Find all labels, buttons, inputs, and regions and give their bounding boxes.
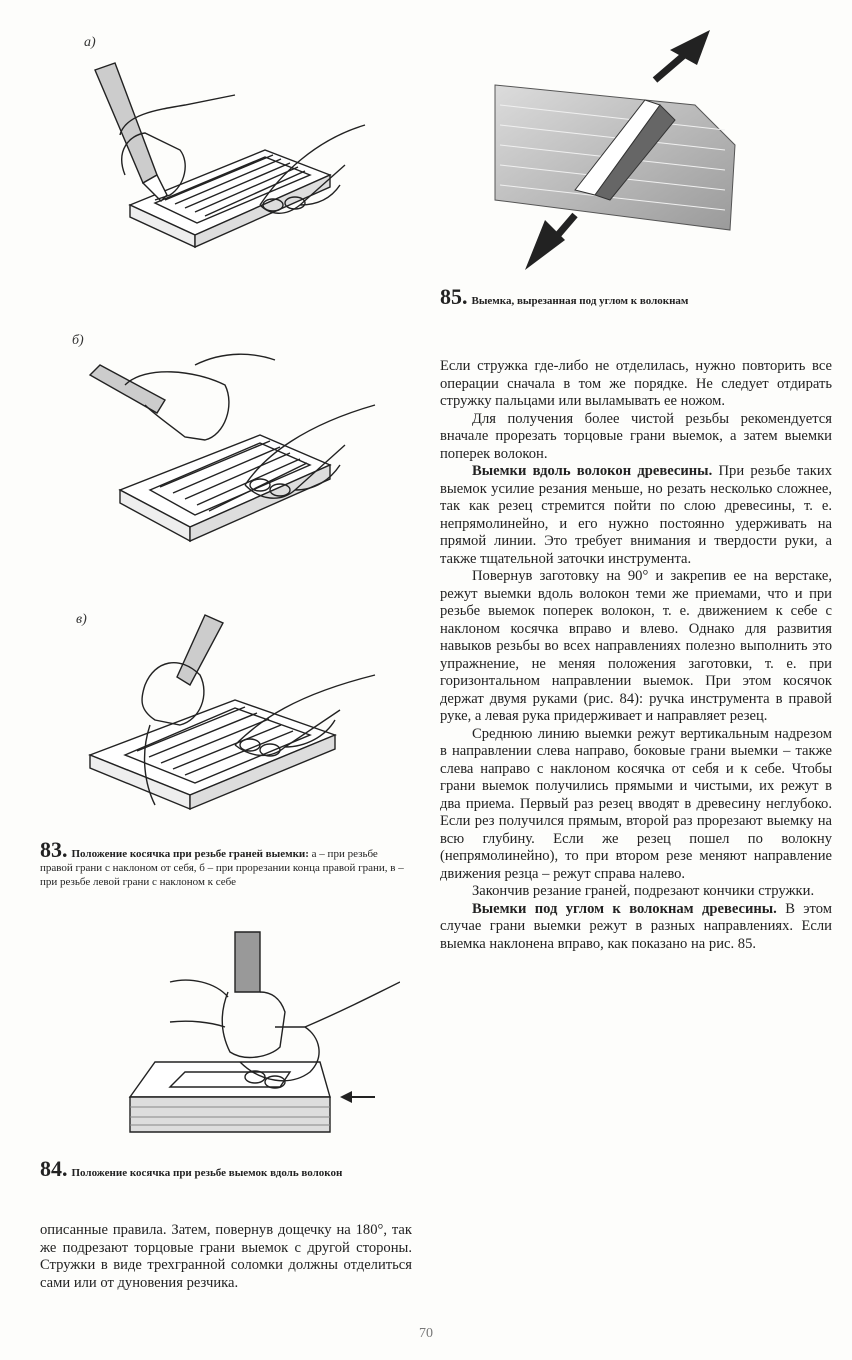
- section-heading: Выемки вдоль волокон древесины.: [472, 463, 713, 479]
- figure-85-title: Выемка, вырезанная под углом к волокнам: [471, 295, 689, 307]
- figure-84-caption: [40, 1156, 405, 1181]
- figure-83a-illustration: [85, 55, 395, 265]
- figure-83b-label: б): [72, 333, 84, 348]
- figure-83-description: а – при резьбе правой грани с наклоном от себя, б – при прорезании конца правой грани, в – при резьбе левой грани с наклоном к себе: [40, 848, 404, 888]
- figure-83v-label: в): [76, 612, 87, 627]
- figure-83-caption: [40, 837, 405, 889]
- figure-85-illustration: [485, 25, 745, 275]
- section-heading: Выемки под углом к волокнам древесины.: [472, 900, 777, 917]
- figure-84-number: 84.: [40, 1156, 68, 1181]
- paragraph: Повернув заготовку на 90° и закрепив ее на верстаке, режут выемки вдоль волокон теми же приемами, что и при резьбе выемок поперек волокон, т. е. движением к себе с наклоном косячка вправо и влево. Однако для развития навыков резьбы во всех направлениях полезно выполнить это упражнение, не меняя положения заготовки, т. е. при горизонтальном направлении выемок. При этом косячок держат двумя руками (рис. 84): ручка инструмента в правой руке, а левая рука придерживает и направляет резец.: [440, 568, 832, 724]
- paragraph: описанные правила. Затем, повернув дощечку на 180°, так же подрезают торцовые грани выемок с другой стороны. Стружки в виде трехгранной соломки должны отделиться сами или от дуновения резчика.: [40, 1222, 412, 1291]
- paragraph: Выемки вдоль волокон древесины. При резьбе таких выемок усилие резания меньше, но резать несколько сложнее, так как резец стремится пойти по слою древесины, т. е. непрямолинейно, и его нужно постоянно удерживать на прямой линии. Это требует внимания и твердости руки, а также тщательной заточки инструмента.: [440, 463, 832, 567]
- paragraph: Закончив резание граней, подрезают кончики стружки.: [472, 883, 815, 899]
- figure-83-number: 83.: [40, 837, 68, 862]
- left-column-text: [40, 1222, 412, 1292]
- figure-85-number: 85.: [440, 284, 468, 309]
- figure-84-title: Положение косячка при резьбе выемок вдоль волокон: [71, 1167, 343, 1179]
- figure-84-illustration: [110, 922, 400, 1142]
- figure-83-title: Положение косячка при резьбе граней выемки:: [71, 848, 309, 860]
- figure-83v-illustration: [85, 605, 395, 815]
- paragraph: Выемки под углом к волокнам древесины. В этом случае грани выемки режут в разных направлениях. Если выемка наклонена вправо, как показано на рис. 85.: [440, 900, 832, 952]
- figure-83a-label: а): [84, 35, 96, 50]
- page-number: 70: [419, 1326, 433, 1341]
- paragraph: Для получения более чистой резьбы рекомендуется вначале прорезать торцовые грани выемок, а затем выемки поперек волокон.: [440, 410, 832, 462]
- paragraph: Если стружка где-либо не отделилась, нужно повторить все операции сначала в том же порядке. Не следует отдирать стружку пальцами или выламывать ее ножом.: [440, 358, 832, 409]
- right-column-text: [440, 358, 832, 953]
- figure-85-caption: [440, 284, 840, 309]
- figure-83b-illustration: [85, 345, 395, 555]
- paragraph: Среднюю линию выемки режут вертикальным надрезом в направлении слева направо, боковые грани выемки – также слева направо с наклоном косячка от себя и к себе. Чтобы грани выемок получились прямыми и чистыми, их режут в два приема. Первый раз резец вводят в древесину неглубоко. Если рез получился прямым, второй раз прорезают выемку на всю глубину. Если же резец пошел по волокну (непрямолинейно), то при втором резе меняют направление движения резца – режут справа налево.: [440, 725, 832, 882]
